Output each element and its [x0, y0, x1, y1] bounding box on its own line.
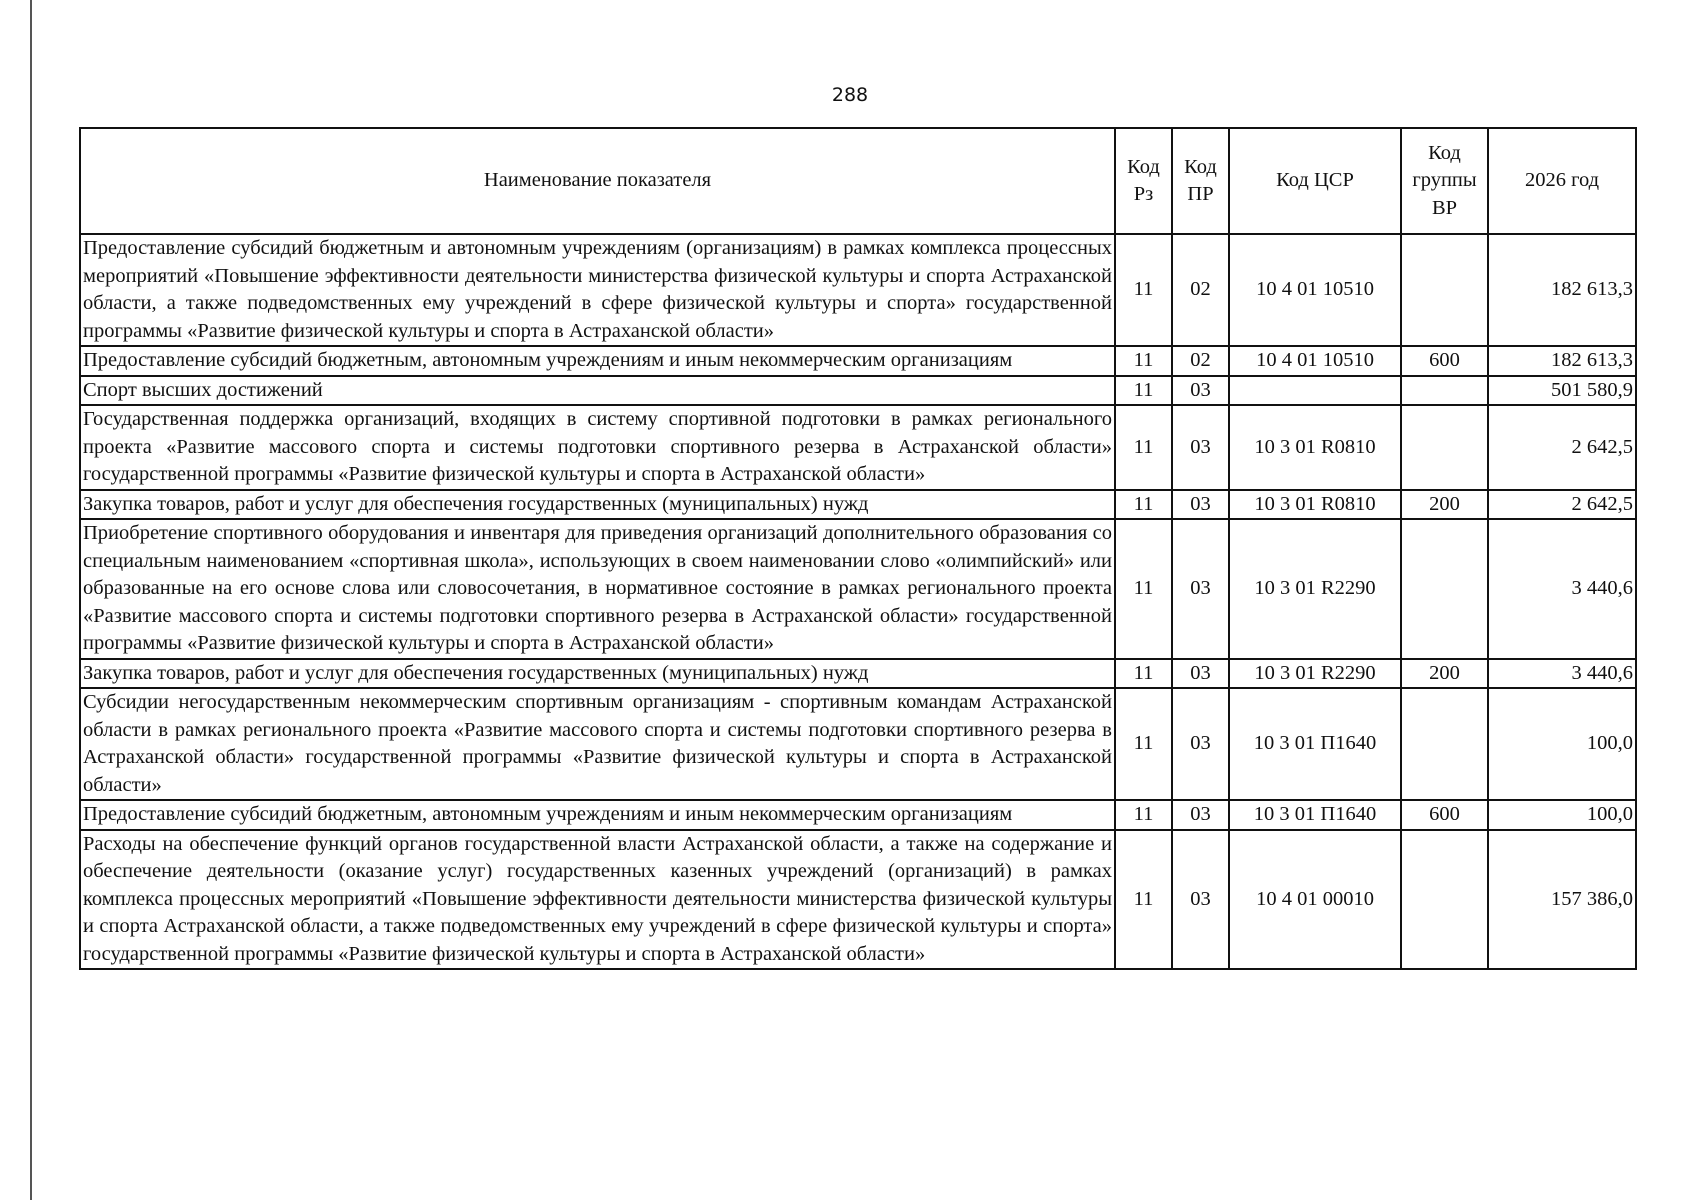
table-row	[80, 490, 1636, 520]
table-row	[80, 234, 1636, 346]
header-rz: Код Рз	[1115, 128, 1172, 234]
table-row	[80, 376, 1636, 406]
cell-vr: 600	[1401, 346, 1488, 376]
cell-name: Приобретение спортивного оборудования и инвентаря для приведения организаций дополнительного образования со специальным наименованием «спортивная школа», использующих в своем наименовании слово «олимпийский» или образованные на его основе слова или словосочетания, в нормативное состояние в рамках регионального проекта «Развитие массового спорта и системы подготовки спортивного резерва в Астраханской области» государственной программы «Развитие физической культуры и спорта в Астраханской области»	[80, 519, 1115, 659]
cell-name: Спорт высших достижений	[80, 376, 1115, 406]
cell-csr: 10 4 01 00010	[1229, 830, 1401, 970]
cell-csr: 10 4 01 10510	[1229, 346, 1401, 376]
cell-pr: 03	[1172, 659, 1229, 689]
cell-vr	[1401, 688, 1488, 800]
cell-vr	[1401, 830, 1488, 970]
cell-rz: 11	[1115, 376, 1172, 406]
cell-name: Предоставление субсидий бюджетным, автономным учреждениям и иным некоммерческим организациям	[80, 346, 1115, 376]
cell-amount: 3 440,6	[1488, 519, 1636, 659]
table-row	[80, 659, 1636, 689]
table-row	[80, 519, 1636, 659]
cell-amount: 157 386,0	[1488, 830, 1636, 970]
cell-name: Государственная поддержка организаций, входящих в систему спортивной подготовки в рамках регионального проекта «Развитие массового спорта и системы подготовки спортивного резерва в Астраханской области» государственной программы «Развитие физической культуры и спорта в Астраханской области»	[80, 405, 1115, 490]
cell-vr	[1401, 405, 1488, 490]
cell-amount: 182 613,3	[1488, 346, 1636, 376]
cell-pr: 03	[1172, 688, 1229, 800]
cell-name: Предоставление субсидий бюджетным и автономным учреждениям (организациям) в рамках комплекса процессных мероприятий «Повышение эффективности деятельности министерства физической культуры и спорта Астраханской области, а также подведомственных ему учреждений в сфере физической культуры и спорта» государственной программы «Развитие физической культуры и спорта в Астраханской области»	[80, 234, 1115, 346]
cell-rz: 11	[1115, 830, 1172, 970]
table-row	[80, 800, 1636, 830]
cell-pr: 03	[1172, 376, 1229, 406]
cell-csr: 10 3 01 R0810	[1229, 405, 1401, 490]
cell-csr: 10 3 01 П1640	[1229, 688, 1401, 800]
cell-csr: 10 4 01 10510	[1229, 234, 1401, 346]
cell-amount: 3 440,6	[1488, 659, 1636, 689]
cell-name: Субсидии негосударственным некоммерческим спортивным организациям - спортивным командам Астраханской области в рамках регионального проекта «Развитие массового спорта и системы подготовки спортивного резерва в Астраханской области» государственной программы «Развитие физической культуры и спорта в Астраханской области»	[80, 688, 1115, 800]
cell-vr	[1401, 519, 1488, 659]
cell-pr: 03	[1172, 490, 1229, 520]
header-csr: Код ЦСР	[1229, 128, 1401, 234]
cell-pr: 03	[1172, 830, 1229, 970]
table-row	[80, 346, 1636, 376]
cell-amount: 2 642,5	[1488, 490, 1636, 520]
cell-amount: 501 580,9	[1488, 376, 1636, 406]
cell-rz: 11	[1115, 519, 1172, 659]
cell-rz: 11	[1115, 234, 1172, 346]
cell-csr: 10 3 01 П1640	[1229, 800, 1401, 830]
table-row	[80, 688, 1636, 800]
cell-rz: 11	[1115, 800, 1172, 830]
cell-vr: 200	[1401, 659, 1488, 689]
cell-pr: 03	[1172, 519, 1229, 659]
page-number: 288	[831, 84, 869, 106]
cell-pr: 03	[1172, 800, 1229, 830]
cell-amount: 100,0	[1488, 800, 1636, 830]
cell-pr: 03	[1172, 405, 1229, 490]
cell-amount: 182 613,3	[1488, 234, 1636, 346]
cell-csr: 10 3 01 R0810	[1229, 490, 1401, 520]
cell-vr	[1401, 234, 1488, 346]
table-row	[80, 830, 1636, 970]
cell-csr: 10 3 01 R2290	[1229, 519, 1401, 659]
header-name: Наименование показателя	[80, 128, 1115, 234]
table-row	[80, 405, 1636, 490]
cell-rz: 11	[1115, 490, 1172, 520]
cell-pr: 02	[1172, 234, 1229, 346]
binding-margin-line	[30, 0, 32, 1200]
cell-vr: 200	[1401, 490, 1488, 520]
cell-csr	[1229, 376, 1401, 406]
table-header-row	[80, 128, 1636, 234]
cell-amount: 2 642,5	[1488, 405, 1636, 490]
cell-pr: 02	[1172, 346, 1229, 376]
cell-csr: 10 3 01 R2290	[1229, 659, 1401, 689]
cell-rz: 11	[1115, 659, 1172, 689]
cell-name: Предоставление субсидий бюджетным, автономным учреждениям и иным некоммерческим организациям	[80, 800, 1115, 830]
cell-rz: 11	[1115, 405, 1172, 490]
budget-table	[79, 127, 1637, 970]
cell-amount: 100,0	[1488, 688, 1636, 800]
header-pr: Код ПР	[1172, 128, 1229, 234]
cell-rz: 11	[1115, 346, 1172, 376]
header-year: 2026 год	[1488, 128, 1636, 234]
cell-name: Закупка товаров, работ и услуг для обеспечения государственных (муниципальных) нужд	[80, 659, 1115, 689]
header-vr: Код группы ВР	[1401, 128, 1488, 234]
cell-vr: 600	[1401, 800, 1488, 830]
cell-name: Расходы на обеспечение функций органов государственной власти Астраханской области, а также на содержание и обеспечение деятельности (оказание услуг) государственных казенных учреждений (организаций) в рамках комплекса процессных мероприятий «Повышение эффективности деятельности министерства физической культуры и спорта Астраханской области, а также подведомственных ему учреждений в сфере физической культуры и спорта» государственной программы «Развитие физической культуры и спорта в Астраханской области»	[80, 830, 1115, 970]
cell-rz: 11	[1115, 688, 1172, 800]
cell-vr	[1401, 376, 1488, 406]
cell-name: Закупка товаров, работ и услуг для обеспечения государственных (муниципальных) нужд	[80, 490, 1115, 520]
